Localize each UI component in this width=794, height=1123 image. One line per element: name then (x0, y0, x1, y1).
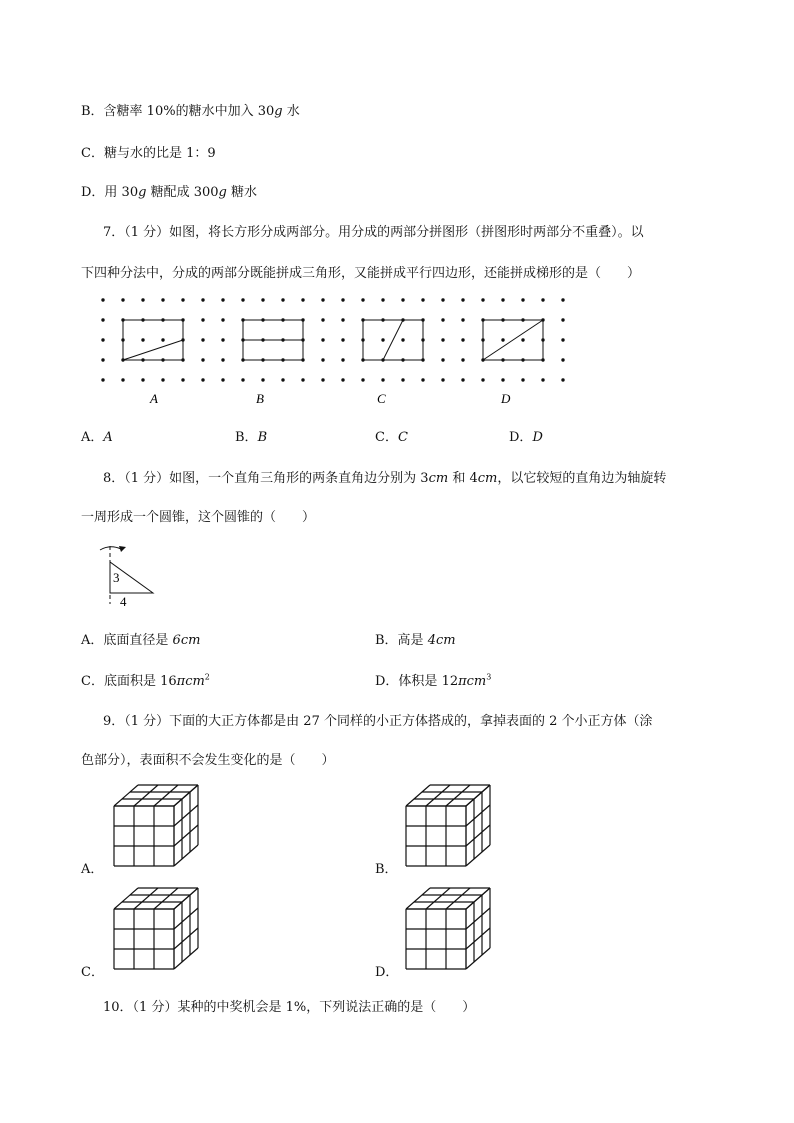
cube-edge (174, 845, 198, 866)
q8-option-a-unit: cm (180, 633, 201, 648)
cube-edge (134, 785, 158, 806)
q6-option-d-post: 糖水 (226, 185, 257, 200)
q9-stem-line2: 色部分），表面积不会发生变化的是（ ） (81, 753, 335, 768)
q8-option-c-exp: 2 (204, 672, 210, 682)
q8-option-a-pre: A．底面直径是 (81, 633, 173, 648)
cube-edge (426, 888, 450, 909)
cube-edge (466, 805, 490, 826)
q10-stem-line1: 10．（1 分）某种的中奖机会是 1%，下列说法正确的是（ ） (103, 1000, 476, 1015)
cube-edge (114, 785, 138, 806)
cube-edge (174, 785, 198, 806)
cube-edge (466, 785, 490, 806)
q8-option-b-val: 4 (427, 633, 436, 648)
cube-edge (446, 888, 470, 909)
q9-option-a: A． (81, 862, 104, 877)
q6-option-d-unit1: g (138, 185, 147, 200)
q8-option-c-pi: π (176, 674, 186, 689)
q8-option-b-pre: B．高是 (375, 633, 428, 648)
q8-option-c-unit: cm (185, 674, 205, 689)
q8-option-c-pre: C．底面积是 (81, 674, 161, 689)
cube-edge (466, 948, 490, 969)
q9-cube-figure-a (112, 787, 194, 869)
q8-side-3-label: 3 (113, 570, 120, 585)
q8-rotation-arrow-head (119, 546, 126, 552)
cube-edge (446, 785, 470, 806)
q6-option-d-unit2: g (218, 185, 227, 200)
cube-edge (466, 928, 490, 949)
cube-edge (406, 888, 430, 909)
cube-edge (466, 845, 490, 866)
q9-cube-figure-d (404, 890, 486, 972)
q7-figure-label-b: B (256, 391, 264, 406)
q8-side-4-label: 4 (120, 594, 127, 609)
q6-option-c: C．糖与水的比是 1：9 (81, 146, 216, 161)
q8-option-d-pi: π (458, 674, 467, 689)
q8-option-b-unit: cm (435, 633, 456, 648)
q8-option-d-exp: 3 (486, 672, 492, 682)
q9-option-c: C． (81, 965, 104, 980)
q7-option-a-value: A (103, 430, 113, 445)
cube-edge (466, 888, 490, 909)
q7-figure-label-a: A (150, 391, 158, 406)
q7-option-b-value: B (257, 430, 268, 445)
q8-stem-pre: 8．（1 分）如图，一个直角三角形的两条直角边分别为 3 (103, 471, 429, 486)
cube-edge (174, 948, 198, 969)
cube-edge (134, 888, 158, 909)
cube-edge (114, 888, 138, 909)
q7-option-d-prefix: D． (509, 430, 533, 445)
q7-option-d-value: D (532, 430, 543, 445)
cube-edge (466, 825, 490, 846)
q7-stem-line1: 7．（1 分）如图，将长方形分成两部分。用分成的两部分拼图形（拼图形时两部分不重叠）。以 (103, 225, 644, 240)
cube-edge (154, 888, 178, 909)
q6-option-b-post: 水 (282, 104, 300, 119)
q8-option-a-val: 6 (172, 633, 181, 648)
cube-edge (174, 805, 198, 826)
cube-edge (174, 928, 198, 949)
q7-option-b-prefix: B． (235, 430, 258, 445)
q8-stem-unit2: cm (477, 471, 498, 486)
q9-cube-figure-c (112, 890, 194, 972)
q6-option-b-pre: B．含糖率 10%的糖水中加入 30 (81, 104, 275, 119)
q8-stem-line2: 一周形成一个圆锥，这个圆锥的（ ） (81, 510, 316, 525)
q8-option-d-val: 12 (441, 674, 459, 689)
q8-option-d-pre: D．体积是 (375, 674, 442, 689)
q8-option-c-val: 16 (160, 674, 177, 689)
q8-option-d (375, 670, 491, 689)
q6-option-b-unit: g (274, 104, 283, 119)
q8-option-b (375, 629, 456, 648)
cube-edge (174, 888, 198, 909)
cube-edge (174, 825, 198, 846)
q7-option-c-prefix: C． (375, 430, 398, 445)
q9-option-d: D． (375, 965, 399, 980)
cube-edge (466, 908, 490, 929)
q9-cube-figure-b (404, 787, 486, 869)
cube-edge (154, 785, 178, 806)
q7-stem-line2: 下四种分法中，分成的两部分既能拼成三角形，又能拼成平行四边形，还能拼成梯形的是（ ） (81, 266, 641, 281)
q7-option-c-value: C (397, 430, 408, 445)
q7-option-a-prefix: A． (81, 430, 104, 445)
q6-option-d-mid: 糖配成 300 (146, 185, 219, 200)
cube-edge (426, 785, 450, 806)
q8-stem-post: ，以它较短的直角边为轴旋转 (497, 471, 667, 486)
q6-option-d-pre: D．用 30 (81, 185, 139, 200)
q9-option-b: B． (375, 862, 398, 877)
q8-option-a (81, 629, 200, 648)
q7-figure-label-c: C (377, 391, 386, 406)
q7-figure-label-d: D (501, 391, 511, 406)
q8-option-c (81, 670, 210, 689)
cube-edge (406, 785, 430, 806)
cube-edge (174, 908, 198, 929)
q9-stem-line1: 9．（1 分）下面的大正方体都是由 27 个同样的小正方体搭成的，拿掉表面的 2 个小正方体（涂 (103, 714, 653, 729)
q8-option-d-unit: cm (466, 674, 487, 689)
q8-stem-mid: 和 4 (448, 471, 478, 486)
q8-stem-unit1: cm (428, 471, 449, 486)
